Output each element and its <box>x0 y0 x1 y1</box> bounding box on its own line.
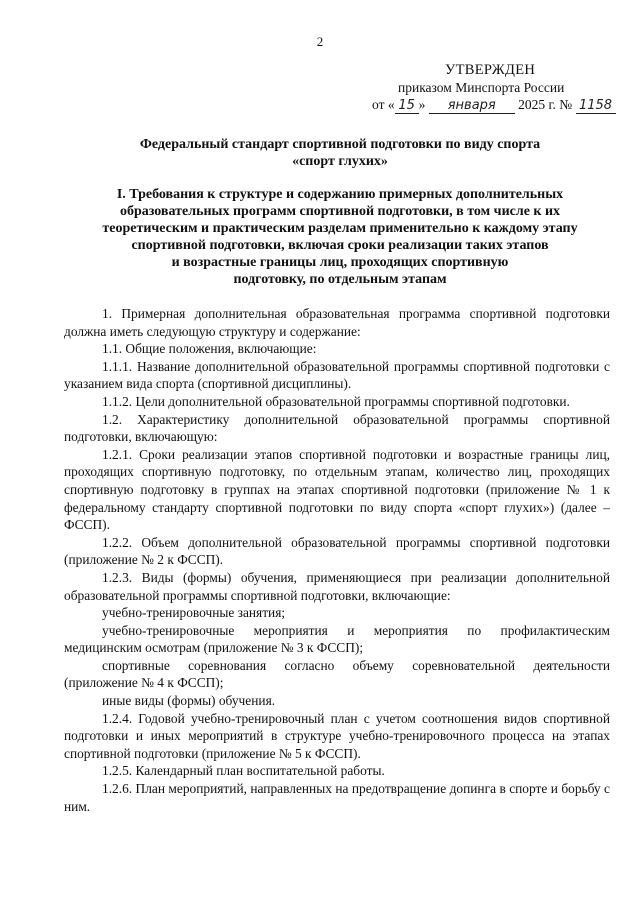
paragraph: 1.2.5. Календарный план воспитательной работы. <box>102 763 385 779</box>
standard-title <box>70 136 610 170</box>
page-number: 2 <box>316 34 324 49</box>
paragraph: 1.2.3. Виды (формы) обучения, применяющиеся при реализации дополнительной образовательной программы спортивной подготовки, включающие: <box>64 569 610 603</box>
approval-heading: УТВЕРЖДЕН <box>445 62 536 78</box>
paragraph: 1.2.2. Объем дополнительной образовательной программы спортивной подготовки (приложение № 2 к ФССП). <box>64 534 610 568</box>
section-title <box>70 186 610 288</box>
paragraph: 1.1.1. Название дополнительной образовательной программы спортивной подготовки с указанием вида спорта (спортивной дисциплины). <box>64 358 610 392</box>
handwritten-month: января <box>429 99 515 114</box>
paragraph: иные виды (формы) обучения. <box>102 693 276 709</box>
date-year: 2025 г. № <box>518 97 573 112</box>
paragraph: 1. Примерная дополнительная образовательная программа спортивной подготовки должна иметь следующую структуру и содержание: <box>64 306 610 339</box>
paragraph: 1.2.6. План мероприятий, направленных на предотвращение допинга в спорте и борьбу с ним. <box>64 781 610 814</box>
section-title-line: спортивной подготовки, включая сроки реализации таких этапов <box>131 238 549 253</box>
approval-order-line: приказом Минспорта России <box>398 80 565 95</box>
paragraph: 1.2.4. Годовой учебно-тренировочный план с учетом соотношения видов спортивной подготовки и иных мероприятий в структуре учебно-тренировочного процесса на этапах спортивной подготовки (приложение № 5 к ФССП). <box>64 710 610 761</box>
paragraph: учебно-тренировочные мероприятия и мероприятия по профилактическим медицинским осмотрам (приложение № 3 к ФССП); <box>64 622 610 656</box>
standard-title-line: «спорт глухих» <box>292 154 388 169</box>
section-title-line: образовательных программ спортивной подготовки, в том числе к их <box>119 204 561 219</box>
paragraph: 1.1.2. Цели дополнительной образовательной программы спортивной подготовки. <box>102 393 570 409</box>
paragraph: учебно-тренировочные занятия; <box>102 605 286 621</box>
section-title-line: и возрастные границы лиц, проходящих спортивную <box>171 255 509 270</box>
handwritten-order-number: 1158 <box>576 99 616 114</box>
section-title-line: I. Требования к структуре и содержанию примерных дополнительных <box>116 187 564 202</box>
standard-title-line: Федеральный стандарт спортивной подготовки по виду спорта <box>139 137 541 152</box>
date-mid: » <box>418 97 426 112</box>
section-title-line: подготовку, по отдельным этапам <box>233 272 447 287</box>
handwritten-day: 15 <box>395 99 419 114</box>
section-title-line: теоретическим и практическим разделам применительно к каждому этапу <box>102 221 578 236</box>
approval-date-line <box>372 97 616 114</box>
date-prefix: от « <box>372 97 395 112</box>
paragraph: 1.2. Характеристику дополнительной образовательной программы спортивной подготовки, включающую: <box>64 411 610 445</box>
paragraph: 1.2.1. Сроки реализации этапов спортивной подготовки и возрастные границы лиц, проходящих спортивную подготовку, по отдельным этапам, количество лиц, проходящих спортивную подготовку в группах на этапах спортивной подготовки (приложение № 1 к федеральному стандарту спортивной подготовки по виду спорта «спорт глухих») (далее – ФССП). <box>64 446 610 533</box>
document-body <box>64 305 610 815</box>
paragraph: спортивные соревнования согласно объему соревновательной деятельности (приложение № 4 к ФССП); <box>64 657 610 691</box>
paragraph: 1.1. Общие положения, включающие: <box>102 341 317 357</box>
